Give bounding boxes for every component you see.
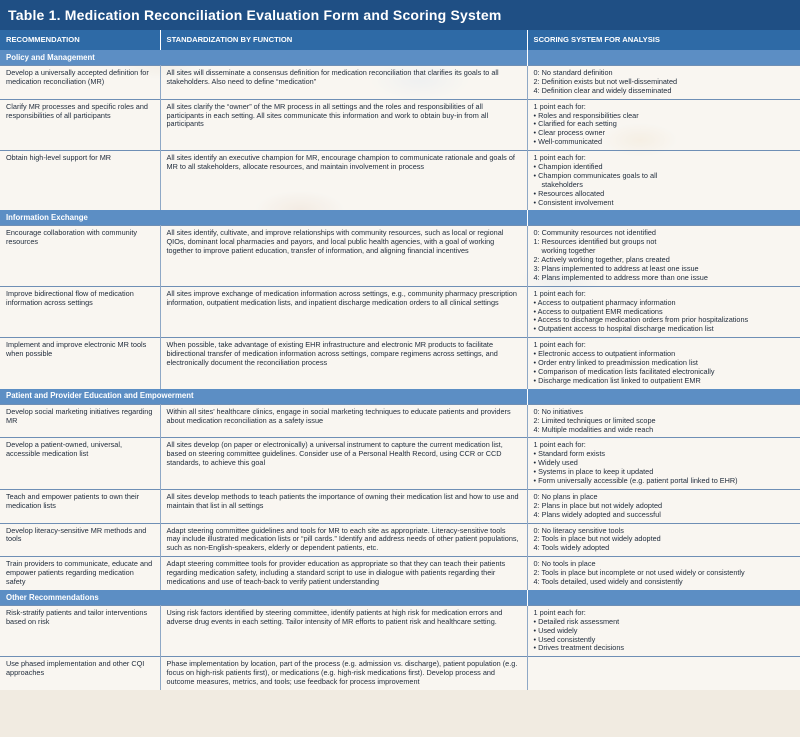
scoring-cell (527, 151, 800, 211)
scoring-cell (527, 338, 800, 389)
scoring-item: • Access to outpatient EMR medications (533, 306, 663, 316)
standardization-cell: All sites identify an executive champion for MR, encourage champion to communicate rationale and goals of MR to all stakeholders, allocate resources, and maintain involvement in process (160, 151, 527, 211)
scoring-item: • Clear process owner (533, 128, 605, 138)
section-row (0, 389, 800, 405)
table-row (0, 523, 800, 557)
standardization-cell: Using risk factors identified by steering committee, identify patients at high risk for medication errors and adverse drug events in each setting. Tailor intensity of MR efforts to patient risk and healthcare setting. (160, 605, 527, 656)
scoring-item: 2: Plans in place but not widely adopted (533, 500, 663, 510)
scoring-item: 4: Plans implemented to address more than one issue (533, 272, 708, 282)
scoring-item: 2: Tools in place but incomplete or not used widely or consistently (533, 568, 745, 578)
scoring-item: • Used widely (533, 625, 578, 635)
standardization-cell: When possible, take advantage of existing EHR infrastructure and electronic MR products to facilitate bidirectional transfer of medication information across settings, compare regimens across settings, and electronically document the reconciliation process (160, 338, 527, 389)
scoring-item: 3: Plans implemented to address at least one issue (533, 264, 699, 274)
title-bar (0, 0, 800, 30)
scoring-list (534, 408, 795, 435)
scoring-item: • Well-communicated (533, 137, 603, 147)
scoring-cell (527, 489, 800, 523)
standardization-cell: All sites develop methods to teach patients the importance of owning their medication list and how to use and maintain that list in all settings (160, 489, 527, 523)
scoring-list (534, 609, 795, 653)
scoring-item: • Electronic access to outpatient information (533, 349, 676, 359)
scoring-item: • Resources allocated (533, 188, 605, 198)
scoring-item: 1 point each for: (533, 340, 586, 350)
scoring-item: • Champion communicates goals to all (533, 170, 658, 180)
scoring-item: 0: No literacy sensitive tools (533, 525, 624, 535)
scoring-item: • Standard form exists (533, 449, 605, 459)
scoring-cell (527, 523, 800, 557)
table-row (0, 657, 800, 690)
section-row (0, 50, 800, 66)
scoring-item: • Used consistently (533, 634, 596, 644)
scoring-list (534, 560, 795, 587)
scoring-item: 4: Plans widely adopted and successful (533, 509, 661, 519)
table-body (0, 50, 800, 690)
scoring-item: • Order entry linked to preadmission medication list (533, 358, 698, 368)
section-title: Information Exchange (0, 210, 527, 226)
header-standardization: STANDARDIZATION BY FUNCTION (160, 30, 527, 50)
table-row (0, 438, 800, 489)
section-title: Other Recommendations (0, 590, 527, 606)
scoring-item: • Form universally accessible (e.g. patient portal linked to EHR) (533, 475, 738, 485)
table-row (0, 557, 800, 590)
scoring-item: 4: Definition clear and widely disseminated (533, 85, 672, 95)
scoring-cell (527, 66, 800, 100)
scoring-item: 0: No standard definition (533, 68, 613, 77)
scoring-cell (527, 404, 800, 438)
section-row (0, 590, 800, 606)
recommendation-cell: Clarify MR processes and specific roles and responsibilities of all participants (0, 99, 160, 150)
table-title: Table 1. Medication Reconciliation Evaluation Form and Scoring System (8, 7, 502, 23)
scoring-item: 1 point each for: (533, 440, 586, 450)
evaluation-table (0, 30, 800, 690)
scoring-item: 0: No plans in place (533, 491, 598, 501)
scoring-cell (527, 226, 800, 286)
scoring-item: • Detailed risk assessment (533, 616, 620, 626)
recommendation-cell: Implement and improve electronic MR tools when possible (0, 338, 160, 389)
scoring-cell (527, 657, 800, 690)
standardization-cell: All sites clarify the “owner” of the MR process in all settings and the roles and responsibilities of all participants in each setting. All sites communicate this information and work to obtain buy-in from all participants (160, 99, 527, 150)
section-title-blank (527, 590, 800, 606)
scoring-item: 1 point each for: (533, 288, 586, 298)
scoring-item: 2: Actively working together, plans created (533, 255, 670, 265)
scoring-item: • Outpatient access to hospital discharge medication list (533, 324, 714, 334)
standardization-cell: Adapt steering committee tools for provider education as appropriate so that they can teach their patients regarding medication safety, including a standard script to use in dialogue with patients regarding their medications and use of teach-back to verify patient understanding (160, 557, 527, 590)
recommendation-cell: Develop a patient-owned, universal, accessible medication list (0, 438, 160, 489)
section-title-blank (527, 50, 800, 66)
recommendation-cell: Develop social marketing initiatives regarding MR (0, 404, 160, 438)
scoring-item: 0: Community resources not identified (533, 228, 656, 238)
recommendation-cell: Develop a universally accepted definition for medication reconciliation (MR) (0, 66, 160, 100)
scoring-item: • Access to outpatient pharmacy information (533, 297, 676, 307)
scoring-cell (527, 605, 800, 656)
recommendation-cell: Train providers to communicate, educate and empower patients regarding medication safety (0, 557, 160, 590)
scoring-item: • Access to discharge medication orders from prior hospitalizations (533, 315, 749, 325)
scoring-item: 0: No initiatives (533, 406, 583, 416)
table-row (0, 99, 800, 150)
header-scoring: SCORING SYSTEM FOR ANALYSIS (527, 30, 800, 50)
recommendation-cell: Use phased implementation and other CQI approaches (0, 657, 160, 690)
section-title: Policy and Management (0, 50, 527, 66)
recommendation-cell: Develop literacy-sensitive MR methods and tools (0, 523, 160, 557)
table-row (0, 404, 800, 438)
standardization-cell: All sites will disseminate a consensus definition for medication reconciliation that clarifies its goals to all stakeholders. Also need to define “medication” (160, 66, 527, 100)
scoring-item: 4: Tools widely adopted (533, 543, 610, 553)
scoring-item: • Clarified for each setting (533, 119, 617, 129)
standardization-cell: All sites develop (on paper or electronically) a universal instrument to capture the current medication list, based on steering committee guidelines. Consider use of a Personal Health Record, using CCR or CCD standards, to achieve this goal (160, 438, 527, 489)
standardization-cell: Phase implementation by location, part of the process (e.g. admission vs. discharge), patient population (e.g. focus on high-risk patients first), or medications (e.g. high-risk medications first). Develop process and outcome measures, metrics, and tools; use feedback for process improvement (160, 657, 527, 690)
section-row (0, 210, 800, 226)
scoring-item: • Comparison of medication lists facilitated electronically (533, 366, 715, 376)
recommendation-cell: Encourage collaboration with community resources (0, 226, 160, 286)
section-title-blank (527, 210, 800, 226)
scoring-item: • Consistent involvement (533, 197, 614, 207)
scoring-item: 1: Resources identified but groups not (533, 237, 657, 247)
scoring-list (534, 154, 795, 207)
scoring-list (534, 69, 795, 96)
scoring-item: • Champion identified (533, 162, 603, 172)
scoring-item: 1 point each for: (533, 101, 586, 111)
recommendation-cell: Obtain high-level support for MR (0, 151, 160, 211)
table-wrapper (0, 30, 800, 690)
section-title-blank (527, 389, 800, 405)
header-row (0, 30, 800, 50)
scoring-cell (527, 99, 800, 150)
table-row (0, 338, 800, 389)
recommendation-cell: Teach and empower patients to own their medication lists (0, 489, 160, 523)
scoring-item: 2: Limited techniques or limited scope (533, 415, 656, 425)
table-row (0, 489, 800, 523)
standardization-cell: Within all sites’ healthcare clinics, engage in social marketing techniques to educate patients and providers about medication reconciliation as a safety issue (160, 404, 527, 438)
recommendation-cell: Improve bidirectional flow of medication information across settings (0, 286, 160, 337)
standardization-cell: All sites improve exchange of medication information across settings, e.g., community pharmacy prescription information, outpatient medication lists, and inpatient discharge medication orders to all clinical settings (160, 286, 527, 337)
scoring-list (534, 103, 795, 147)
scoring-item: 4: Multiple modalities and wide reach (533, 424, 654, 434)
scoring-item: • Drives treatment decisions (533, 643, 625, 653)
scoring-item: • Discharge medication list linked to outpatient EMR (533, 375, 701, 385)
table-row (0, 151, 800, 211)
scoring-list (534, 341, 795, 385)
scoring-cell (527, 438, 800, 489)
scoring-list (534, 441, 795, 485)
scoring-item: • Systems in place to keep it updated (533, 467, 654, 477)
scoring-item: stakeholders (541, 179, 583, 189)
section-title: Patient and Provider Education and Empowerment (0, 389, 527, 405)
scoring-item: 1 point each for: (533, 153, 586, 163)
scoring-cell (527, 557, 800, 590)
scoring-list (534, 290, 795, 334)
scoring-item: • Roles and responsibilities clear (533, 110, 639, 120)
scoring-item: 2: Tools in place but not widely adopted (533, 534, 661, 544)
scoring-item: • Widely used (533, 458, 578, 468)
scoring-item: working together (541, 246, 596, 256)
table-row (0, 66, 800, 100)
scoring-item: 0: No tools in place (533, 559, 596, 569)
standardization-cell: Adapt steering committee guidelines and tools for MR to each site as appropriate. Literacy-sensitive tools may include illustrated medication lists or “pill cards.” Identify and address needs of other patient populations, such as non-English-speakers, elderly or dependent patients, etc. (160, 523, 527, 557)
scoring-cell (527, 286, 800, 337)
recommendation-cell: Risk-stratify patients and tailor interventions based on risk (0, 605, 160, 656)
scoring-item: 4: Tools detailed, used widely and consistently (533, 576, 683, 586)
scoring-list (534, 527, 795, 554)
table-row (0, 286, 800, 337)
standardization-cell: All sites identify, cultivate, and improve relationships with community resources, such as local or regional QIOs, dominant local pharmacies and payors, and local public health agencies, with a goal of working together to improve patient education, transfer of information, and aligning financial incentives (160, 226, 527, 286)
header-recommendation: RECOMMENDATION (0, 30, 160, 50)
table-row (0, 226, 800, 286)
scoring-list (534, 229, 795, 282)
table-row (0, 605, 800, 656)
scoring-list (534, 493, 795, 520)
scoring-item: 1 point each for: (533, 607, 586, 617)
scoring-item: 2: Definition exists but not well-disseminated (533, 76, 678, 86)
